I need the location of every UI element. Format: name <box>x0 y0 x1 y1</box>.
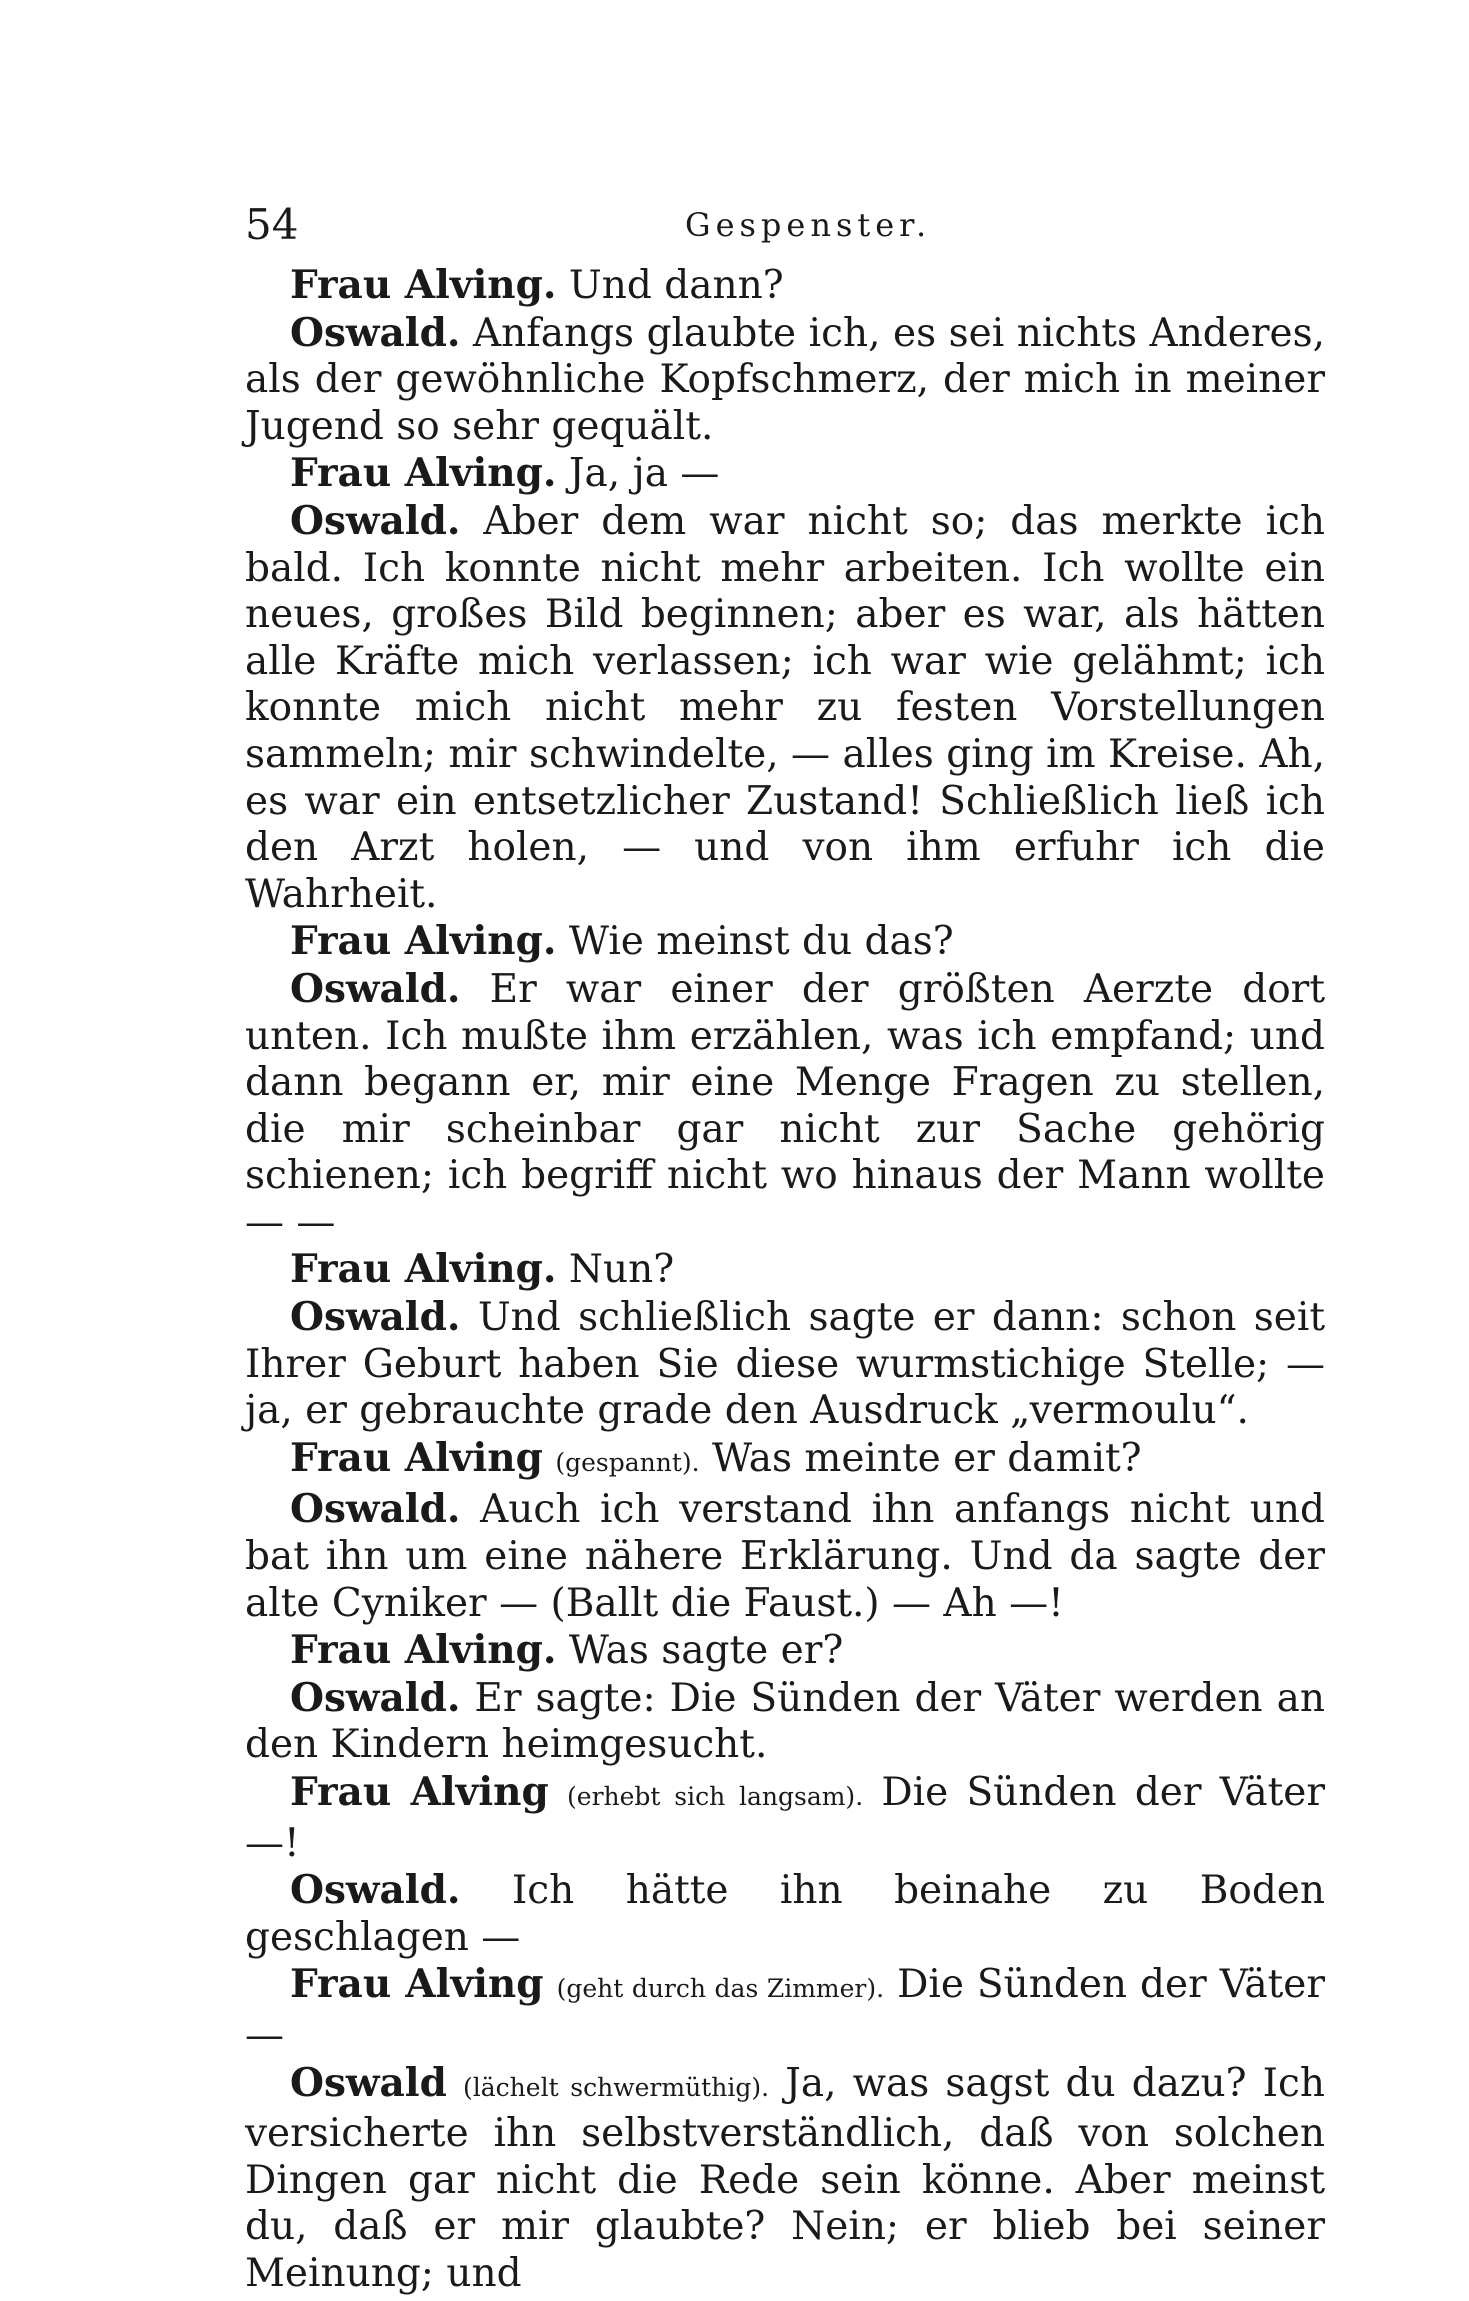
speaker-name: Oswald. <box>290 309 461 356</box>
dialogue-body <box>245 262 1325 2298</box>
speech-text: Auch ich verstand ihn anfangs nicht und bat ihn um eine nähere Erklärung. Und da sagte der alte Cyniker — (Ballt die Faust.) — Ah —! <box>245 1487 1325 1626</box>
speaker-name: Oswald. <box>290 497 461 544</box>
speaker-name: Oswald. <box>290 1867 461 1914</box>
speech-text: Die Sünden der Väter — <box>245 1962 1325 2058</box>
speech-paragraph <box>245 1867 1325 1961</box>
speech-text: Ja, ja — <box>568 451 720 497</box>
speech-paragraph <box>245 1627 1325 1675</box>
speech-paragraph <box>245 2060 1325 2298</box>
page-header <box>245 195 1325 255</box>
speech-text: Was sagte er? <box>568 1628 844 1674</box>
speech-paragraph <box>245 262 1325 310</box>
speech-text: Aber dem war nicht so; das merkte ich bald. Ich konnte nicht mehr arbeiten. Ich wollte ein neues, großes Bild beginnen; aber es war, als hätten alle Kräfte mich verlassen; ich war wie gelähmt; ich konnte mich nicht mehr zu festen Vorstellungen sammeln; mir schwindelte, — alles ging im Kreise. Ah, es war ein entsetzlicher Zustand! Schließlich ließ ich den Arzt holen, — und von ihm erfuhr ich die Wahrheit. <box>245 498 1326 917</box>
stage-direction: (geht durch das Zimmer). <box>556 1974 885 2004</box>
running-title: Gespenster. <box>685 206 932 244</box>
stage-direction: (lächelt schwermüthig). <box>463 2072 770 2102</box>
speech-paragraph <box>245 498 1325 918</box>
speaker-name: Frau Alving <box>290 1434 543 1481</box>
speaker-name: Frau Alving. <box>290 918 557 965</box>
speech-text: Und schließlich sagte er dann: schon seit Ihrer Geburt haben Sie diese wurmstichige Stelle; — ja, er gebrauchte grade den Ausdruck „vermoulu“. <box>245 1295 1325 1434</box>
speech-text: Wie meinst du das? <box>568 919 954 965</box>
speech-text: Anfangs glaubte ich, es sei nichts Anderes, als der gewöhnliche Kopfschmerz, der mich in meiner Jugend so sehr gequält. <box>245 310 1325 449</box>
speech-text: Und dann? <box>568 263 784 308</box>
speech-paragraph <box>245 1961 1325 2059</box>
speaker-name: Oswald. <box>290 965 461 1012</box>
speech-text: Ich hätte ihn beinahe zu Boden geschlagen — <box>245 1868 1326 1960</box>
speaker-name: Oswald. <box>290 1674 461 1721</box>
speaker-name: Frau Alving. <box>290 1246 557 1293</box>
speaker-name: Frau Alving <box>290 1961 544 2008</box>
speech-paragraph <box>245 1435 1325 1487</box>
speaker-name: Frau Alving. <box>290 450 557 497</box>
speaker-name: Frau Alving <box>290 1769 549 1815</box>
speech-text: Was meinte er damit? <box>712 1435 1142 1481</box>
speech-text: Ja, was sagst du dazu? Ich versicherte ihn selbstverständlich, daß von solchen Dingen gar nicht die Rede sein könne. Aber meinst du, daß er mir glaubte? Nein; er blieb bei seiner Meinung; und <box>245 2060 1326 2296</box>
speech-paragraph <box>245 1769 1325 1867</box>
speaker-name: Oswald <box>290 2059 447 2106</box>
speaker-name: Frau Alving. <box>290 262 557 308</box>
speech-text: Nun? <box>568 1247 675 1293</box>
speech-paragraph <box>245 1675 1325 1769</box>
speech-text: Er war einer der größten Aerzte dort unten. Ich mußte ihm erzählen, was ich empfand; und dann begann er, mir eine Menge Fragen zu stellen, die mir scheinbar gar nicht zur Sache gehörig schienen; ich begriff nicht wo hinaus der Mann wollte — — <box>245 966 1326 1245</box>
speaker-name: Frau Alving. <box>290 1627 557 1674</box>
speech-paragraph <box>245 450 1325 498</box>
speech-paragraph <box>245 310 1325 451</box>
speech-paragraph <box>245 918 1325 966</box>
speech-paragraph <box>245 1246 1325 1294</box>
speaker-name: Oswald. <box>290 1486 461 1533</box>
speech-paragraph <box>245 1486 1325 1627</box>
page-number: 54 <box>245 200 299 249</box>
speech-paragraph <box>245 966 1325 1247</box>
speaker-name: Oswald. <box>290 1294 461 1341</box>
stage-direction: (erhebt sich langsam). <box>567 1782 864 1811</box>
speech-paragraph <box>245 1294 1325 1435</box>
stage-direction: (gespannt). <box>555 1447 700 1477</box>
speech-text: Die Sünden der Väter —! <box>245 1770 1325 1866</box>
speech-text: Er sagte: Die Sünden der Väter werden an den Kindern heimgesucht. <box>245 1675 1325 1768</box>
